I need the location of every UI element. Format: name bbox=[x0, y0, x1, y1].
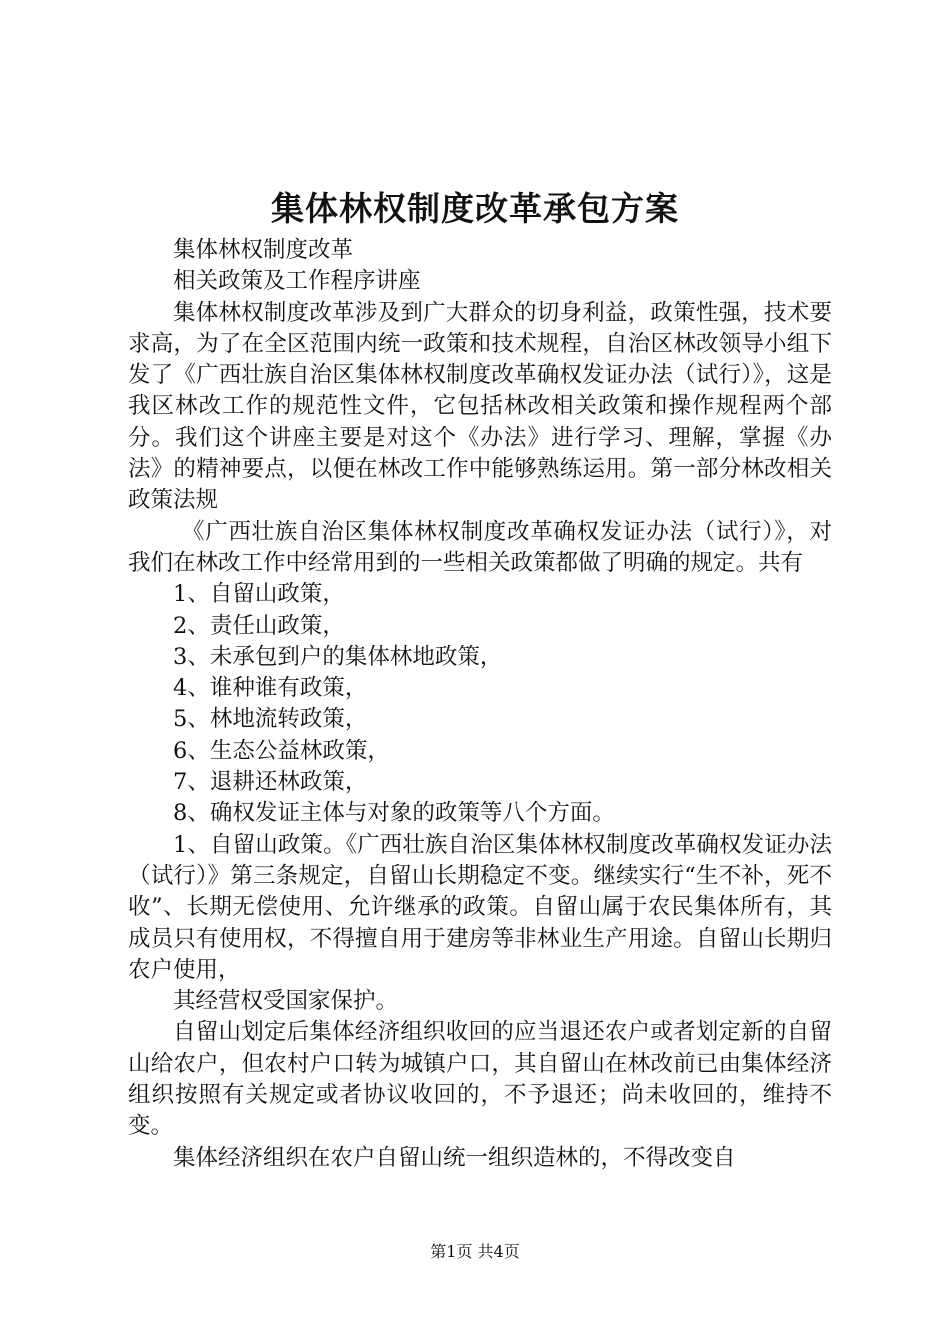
list-item: 1、自留山政策， bbox=[173, 581, 345, 608]
document-title: 集体林权制度改革承包方案 bbox=[271, 189, 679, 228]
list-item: 6、生态公益林政策， bbox=[173, 737, 390, 764]
document-body bbox=[128, 235, 832, 1174]
paragraph: 集体经济组织在农户自留山统一组织造林的，不得改变自 bbox=[173, 1144, 736, 1171]
page-number-footer: 第1页 共4页 bbox=[430, 1242, 520, 1261]
paragraph: 1、自留山政策。《广西壮族自治区集体林权制度改革确权发证办法（试行）》第三条规定，自留山长期稳定不变。继续实行“生不补，死不收”、长期无偿使用、允许继承的政策。自留山属于农民集体所有，其成员只有使用权，不得擅自用于建房等非林业生产用途。自留山长期归农户使用， bbox=[128, 831, 832, 983]
paragraph: 《广西壮族自治区集体林权制度改革确权发证办法（试行）》，对我们在林改工作中经常用到的一些相关政策都做了明确的规定。共有 bbox=[128, 518, 832, 576]
list-item: 4、谁种谁有政策， bbox=[173, 675, 368, 702]
paragraph: 相关政策及工作程序讲座 bbox=[173, 268, 421, 295]
list-item: 3、未承包到户的集体林地政策， bbox=[173, 643, 503, 670]
list-item: 2、责任山政策， bbox=[173, 612, 345, 639]
paragraph: 其经营权受国家保护。 bbox=[173, 988, 399, 1015]
paragraph: 自留山划定后集体经济组织收回的应当退还农户或者划定新的自留山给农户，但农村户口转为城镇户口，其自留山在林改前已由集体经济组织按照有关规定或者协议收回的，不予退还；尚未收回的，维持不变。 bbox=[128, 1019, 832, 1140]
list-item: 7、退耕还林政策， bbox=[173, 769, 368, 796]
paragraph: 集体林权制度改革 bbox=[173, 237, 354, 263]
list-item: 8、确权发证主体与对象的政策等八个方面。 bbox=[173, 800, 615, 827]
list-item: 5、林地流转政策， bbox=[173, 706, 368, 733]
paragraph: 集体林权制度改革涉及到广大群众的切身利益，政策性强，技术要求高，为了在全区范围内统一政策和技术规程，自治区林改领导小组下发了《广西壮族自治区集体林权制度改革确权发证办法（试行）》，这是我区林改工作的规范性文件，它包括林改相关政策和操作规程两个部分。我们这个讲座主要是对这个《办法》进行学习、理解，掌握《办法》的精神要点，以便在林改工作中能够熟练运用。第一部分林改相关政策法规 bbox=[128, 299, 832, 514]
